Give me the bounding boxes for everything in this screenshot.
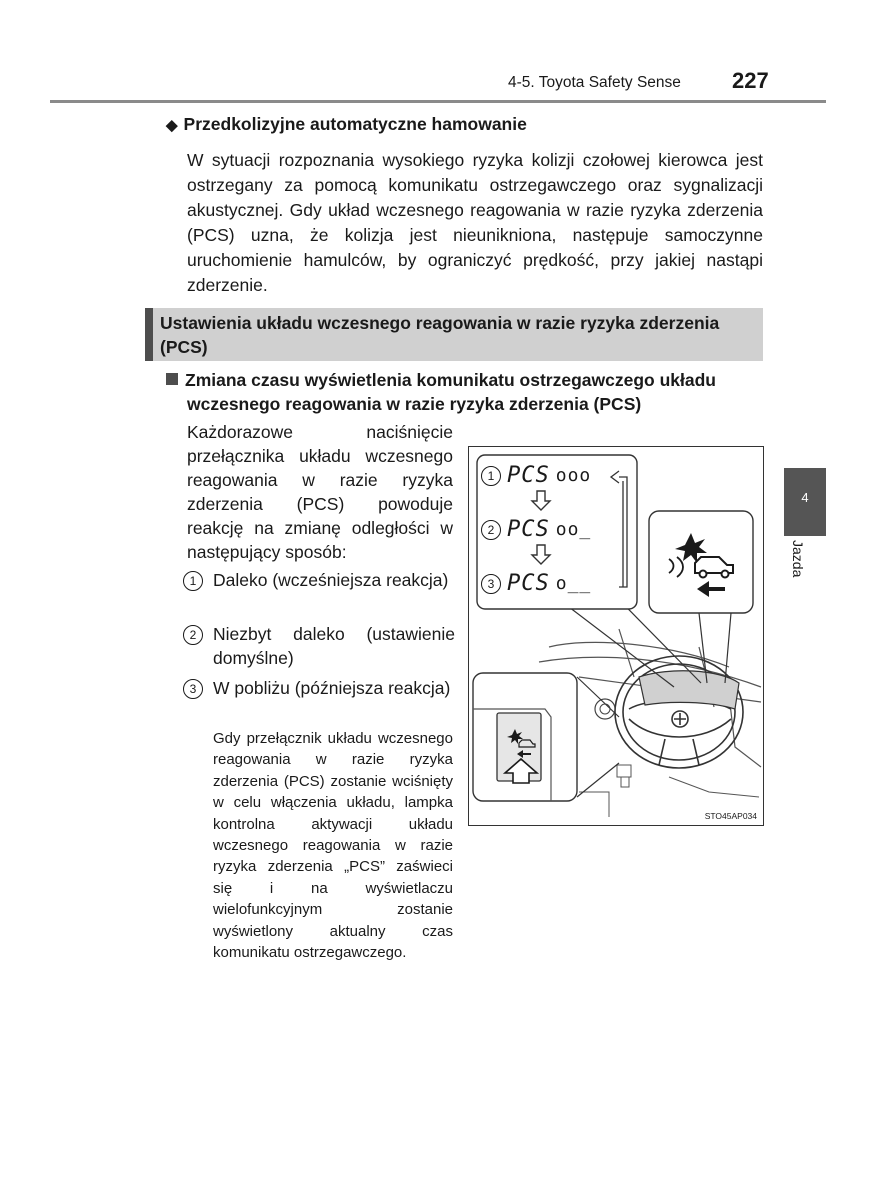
diamond-bullet-icon: ◆ (166, 116, 178, 134)
list-item-text: W pobliżu (późniejsza reakcja) (213, 678, 451, 698)
circled-number: 3 (183, 679, 203, 699)
page-number: 227 (732, 68, 769, 93)
lcd-text: PCS (507, 517, 550, 542)
warning-display-box (649, 511, 753, 613)
list-item-text: Daleko (wcześniejsza reakcja) (213, 570, 449, 590)
square-bullet-icon (166, 373, 178, 385)
intro-paragraph: Każdorazowe naciśnięcie przełącznika układu wczesnego reagowania w razie ryzyka zderzenia (PCS) powoduje reakcję na zmianę odległości w następujący sposób: (187, 422, 453, 562)
chapter-tab-label (786, 540, 810, 600)
subsection-heading-line2: wczesnego reagowania w razie ryzyka zderzenia (PCS) (187, 394, 642, 414)
circled-number: 1 (481, 466, 501, 486)
lcd-text: PCS (507, 463, 550, 488)
chapter-tab-number: 4 (801, 490, 809, 505)
section-title-text: Ustawienia układu wczesnego reagowania w razie ryzyka zderzenia (PCS) (160, 313, 720, 357)
display-readout (481, 463, 591, 488)
lcd-marks: o__ (555, 573, 592, 594)
figure-code: STO45AP034 (704, 811, 757, 821)
display-readout (481, 517, 591, 542)
lcd-text: PCS (507, 571, 550, 596)
subsection-heading (166, 368, 766, 416)
circled-number: 3 (481, 574, 501, 594)
section-title-bar (145, 308, 763, 361)
lcd-marks: oo_ (555, 519, 592, 540)
header-rule (50, 100, 826, 103)
dashboard-drawing (469, 447, 765, 827)
list-item (183, 568, 455, 592)
circled-number: 2 (481, 520, 501, 540)
chapter-tab (784, 468, 826, 536)
section-heading-text: Przedkolizyjne automatyczne hamowanie (183, 114, 527, 134)
circled-number: 2 (183, 625, 203, 645)
display-readout (481, 571, 591, 596)
section-heading (166, 114, 527, 135)
running-header-section: 4-5. Toyota Safety Sense (508, 74, 681, 91)
chapter-tab-label-text: Jazda (790, 540, 806, 578)
list-item (183, 676, 455, 700)
list-item (183, 622, 455, 670)
pcs-illustration (468, 446, 764, 826)
lcd-marks: ooo (555, 465, 592, 486)
section-body-paragraph: W sytuacji rozpoznania wysokiego ryzyka kolizji czołowej kierowca jest ostrzegany za pomocą komunikatu ostrzegawczego oraz sygnalizacji akustycznej. Gdy układ wczesnego reagowania w razie ryzyka zderzenia (PCS) uzna, że kolizja jest nieunikniona, następuje samoczynne uruchomienie hamulców, by ograniczyć prędkość, przy jakiej nastąpi zderzenie. (187, 150, 763, 295)
list-item-text: Niezbyt daleko (ustawienie domyślne) (213, 624, 455, 668)
subsection-heading-line1: Zmiana czasu wyświetlenia komunikatu ostrzegawczego układu (185, 370, 716, 390)
circled-number: 1 (183, 571, 203, 591)
note-paragraph: Gdy przełącznik układu wczesnego reagowania w razie ryzyka zderzenia (PCS) zostanie wciśnięty w celu włączenia układu, lampka kontrolna aktywacji układu wczesnego reagowania w razie ryzyka zderzenia „PCS” zaświeci się i na wyświetlaczu wielofunkcyjnym zostanie wyświetlony aktualny czas komunikatu ostrzegawczego. (213, 730, 453, 962)
